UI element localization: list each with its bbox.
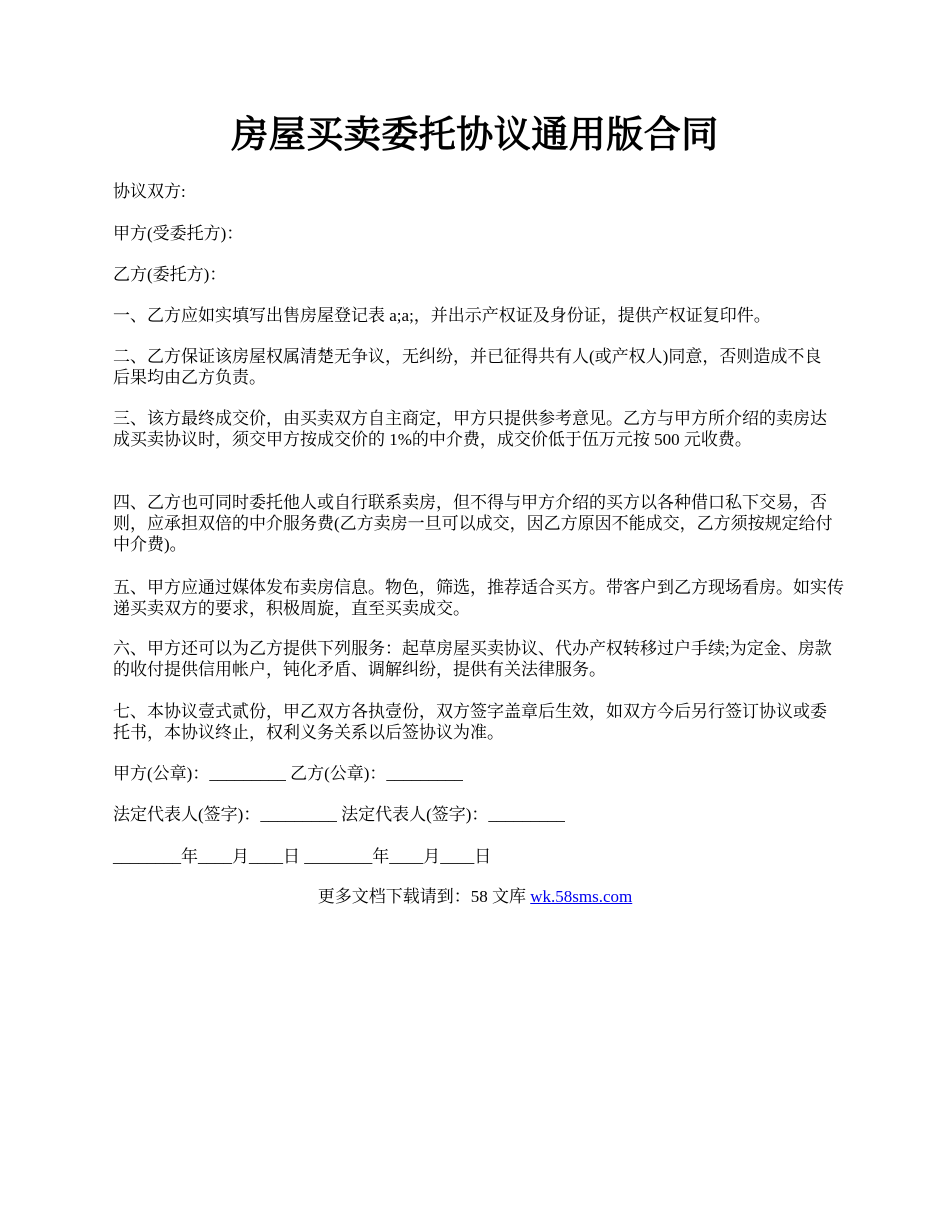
document-title: 房屋买卖委托协议通用版合同	[231, 115, 719, 156]
party-b-line: 乙方(委托方)：	[113, 265, 227, 284]
representative-signature-line: 法定代表人(签字)：_________ 法定代表人(签字)：_________	[113, 805, 565, 824]
clause-5: 五、甲方应通过媒体发布卖房信息。物色，筛选，推荐适合买方。带客户到乙方现场看房。如实传递买卖双方的要求，积极周旋，直至买卖成交。	[113, 578, 844, 618]
clause-6: 六、甲方还可以为乙方提供下列服务：起草房屋买卖协议、代办产权转移过户手续;为定金、房款的收付提供信用帐户，钝化矛盾、调解纠纷，提供有关法律服务。	[113, 639, 832, 679]
date-line: ________年____月____日 ________年____月____日	[113, 847, 492, 866]
clause-4: 四、乙方也可同时委托他人或自行联系卖房，但不得与甲方介绍的买方以各种借口私下交易，否则，应承担双倍的中介服务费(乙方卖房一旦可以成交，因乙方原因不能成交，乙方须按规定给付中介费)。	[113, 493, 833, 554]
parties-label: 协议双方:	[113, 182, 186, 201]
clause-3: 三、该方最终成交价，由买卖双方自主商定，甲方只提供参考意见。乙方与甲方所介绍的卖房达成买卖协议时，须交甲方按成交价的 1%的中介费，成交价低于伍万元按 500 元收费。	[113, 409, 827, 449]
clause-2: 二、乙方保证该房屋权属清楚无争议，无纠纷，并已征得共有人(或产权人)同意，否则造成不良后果均由乙方负责。	[113, 347, 822, 387]
footer-text: 更多文档下载请到：58 文库	[317, 887, 531, 906]
clause-1: 一、乙方应如实填写出售房屋登记表 a;a;，并出示产权证及身份证，提供产权证复印件。	[113, 306, 771, 325]
seal-signature-line: 甲方(公章)：_________ 乙方(公章)：_________	[113, 764, 463, 783]
party-a-line: 甲方(受委托方)：	[113, 224, 244, 243]
footer-link[interactable]: wk.58sms.com	[530, 887, 633, 906]
download-footer	[0, 886, 950, 908]
clause-7: 七、本协议壹式贰份，甲乙双方各执壹份，双方签字盖章后生效，如双方今后另行签订协议或委托书，本协议终止，权利义务关系以后签协议为准。	[113, 702, 827, 742]
